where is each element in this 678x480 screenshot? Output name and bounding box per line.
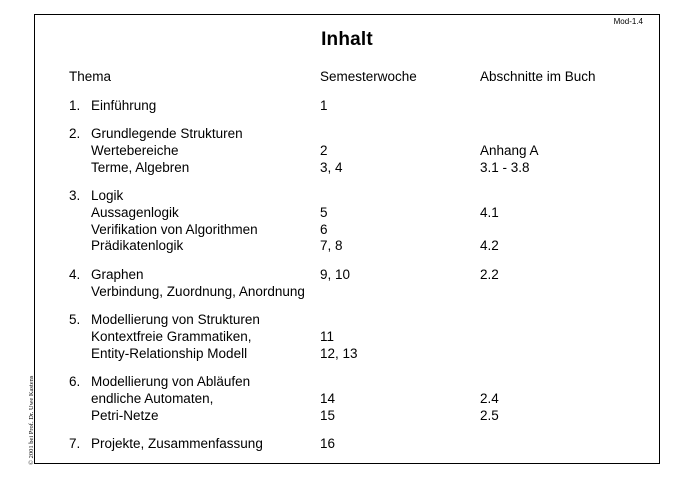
subtopic-row (35, 159, 655, 176)
subtopic-week: 14 (320, 391, 336, 406)
topic-row (35, 373, 655, 390)
topic-number: 6. (69, 374, 81, 389)
subtopic-row (35, 407, 655, 424)
topic-week: 9, 10 (320, 267, 351, 282)
topic-number: 3. (69, 188, 81, 203)
subtopic-row (35, 204, 655, 221)
topic-row (35, 125, 655, 142)
subtopic-label: Verifikation von Algorithmen (91, 222, 258, 237)
subtopic-section: 4.2 (480, 238, 499, 253)
copyright-note: © 2001 bei Prof. Dr. Uwe Kastens (28, 375, 35, 465)
subtopic-week: 7, 8 (320, 238, 343, 253)
subtopic-label: endliche Automaten, (91, 391, 214, 406)
subtopic-label: Prädikatenlogik (91, 238, 184, 253)
subtopic-label: Aussagenlogik (91, 205, 179, 220)
slide-id: Mod-1.4 (613, 17, 643, 26)
subtopic-row (35, 237, 655, 254)
subtopic-week: 2 (320, 143, 328, 158)
topic-row (35, 266, 655, 283)
subtopic-row (35, 283, 655, 300)
header-thema: Thema (69, 69, 112, 84)
topic-row (35, 435, 655, 452)
subtopic-row (35, 345, 655, 362)
header-semesterwoche: Semesterwoche (320, 69, 417, 84)
subtopic-section: 2.4 (480, 391, 499, 406)
header-abschnitte: Abschnitte im Buch (480, 69, 596, 84)
subtopic-label: Entity-Relationship Modell (91, 346, 248, 361)
subtopic-row (35, 390, 655, 407)
topic-number: 1. (69, 98, 81, 113)
topic-label: Graphen (91, 267, 144, 282)
subtopic-label: Kontextfreie Grammatiken, (91, 329, 252, 344)
topic-row (35, 187, 655, 204)
topic-row (35, 97, 655, 114)
subtopic-week: 6 (320, 222, 328, 237)
subtopic-label: Wertebereiche (91, 143, 179, 158)
topic-row (35, 311, 655, 328)
subtopic-section: 3.1 - 3.8 (480, 160, 530, 175)
subtopic-week: 11 (320, 329, 335, 344)
topic-number: 4. (69, 267, 81, 282)
topic-label: Logik (91, 188, 124, 203)
topic-section: 2.2 (480, 267, 499, 282)
subtopic-section: 4.1 (480, 205, 499, 220)
subtopic-row (35, 142, 655, 159)
subtopic-section: 2.5 (480, 408, 499, 423)
topic-label: Grundlegende Strukturen (91, 126, 243, 141)
subtopic-row (35, 328, 655, 345)
slide-title: Inhalt (321, 29, 373, 50)
table-header (35, 68, 655, 85)
subtopic-week: 3, 4 (320, 160, 343, 175)
topic-label: Modellierung von Abläufen (91, 374, 251, 389)
subtopic-week: 12, 13 (320, 346, 358, 361)
topic-number: 2. (69, 126, 81, 141)
subtopic-row (35, 221, 655, 238)
subtopic-label: Terme, Algebren (91, 160, 190, 175)
subtopic-label: Petri-Netze (91, 408, 159, 423)
topic-label: Modellierung von Strukturen (91, 312, 260, 327)
topic-week: 1 (320, 98, 328, 113)
subtopic-week: 15 (320, 408, 336, 423)
subtopic-label: Verbindung, Zuordnung, Anordnung (91, 284, 305, 299)
subtopic-section: Anhang A (480, 143, 539, 158)
topic-label: Einführung (91, 98, 157, 113)
subtopic-week: 5 (320, 205, 328, 220)
topic-number: 7. (69, 436, 81, 451)
topic-label: Projekte, Zusammenfassung (91, 436, 263, 451)
topic-week: 16 (320, 436, 336, 451)
topic-number: 5. (69, 312, 81, 327)
slide-frame (34, 14, 660, 464)
